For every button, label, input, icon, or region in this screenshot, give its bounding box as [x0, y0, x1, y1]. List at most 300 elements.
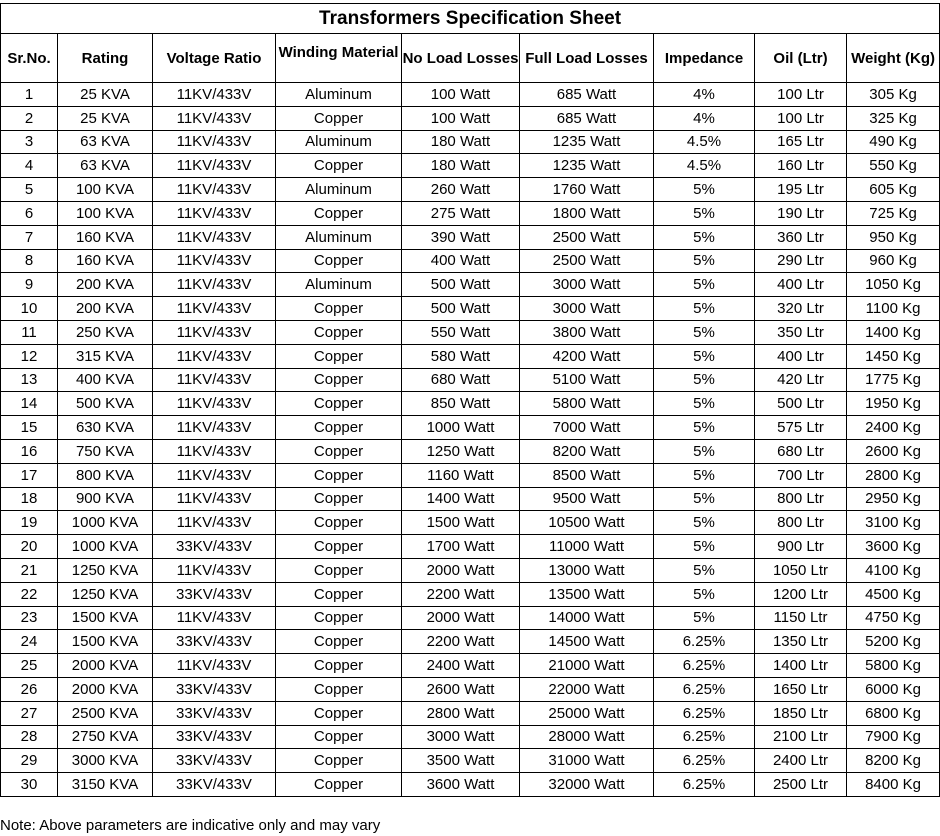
weight-cell: 1050 Kg	[847, 273, 940, 297]
rating-cell: 800 KVA	[58, 463, 153, 487]
voltage-ratio-cell: 11KV/433V	[153, 344, 276, 368]
winding-material-cell: Copper	[276, 368, 402, 392]
winding-material-cell: Copper	[276, 487, 402, 511]
weight-cell: 8400 Kg	[847, 773, 940, 797]
oil-cell: 800 Ltr	[755, 487, 847, 511]
no-load-losses-cell: 100 Watt	[402, 83, 520, 107]
winding-material-cell: Copper	[276, 725, 402, 749]
full-load-losses-cell: 8200 Watt	[520, 439, 654, 463]
column-header-full-load-losses: Full Load Losses	[520, 34, 654, 83]
weight-cell: 490 Kg	[847, 130, 940, 154]
table-row	[1, 749, 940, 773]
no-load-losses-cell: 1500 Watt	[402, 511, 520, 535]
sr-no-cell: 14	[1, 392, 58, 416]
impedance-cell: 5%	[654, 225, 755, 249]
impedance-cell: 5%	[654, 487, 755, 511]
no-load-losses-cell: 2000 Watt	[402, 558, 520, 582]
impedance-cell: 4.5%	[654, 130, 755, 154]
no-load-losses-cell: 3600 Watt	[402, 773, 520, 797]
weight-cell: 3600 Kg	[847, 535, 940, 559]
sr-no-cell: 19	[1, 511, 58, 535]
impedance-cell: 5%	[654, 368, 755, 392]
voltage-ratio-cell: 11KV/433V	[153, 558, 276, 582]
weight-cell: 6800 Kg	[847, 701, 940, 725]
full-load-losses-cell: 2500 Watt	[520, 249, 654, 273]
table-row	[1, 677, 940, 701]
no-load-losses-cell: 390 Watt	[402, 225, 520, 249]
no-load-losses-cell: 180 Watt	[402, 154, 520, 178]
winding-material-cell: Copper	[276, 106, 402, 130]
rating-cell: 2750 KVA	[58, 725, 153, 749]
sr-no-cell: 27	[1, 701, 58, 725]
impedance-cell: 6.25%	[654, 773, 755, 797]
full-load-losses-cell: 13000 Watt	[520, 558, 654, 582]
full-load-losses-cell: 13500 Watt	[520, 582, 654, 606]
voltage-ratio-cell: 11KV/433V	[153, 416, 276, 440]
impedance-cell: 5%	[654, 178, 755, 202]
winding-material-cell: Copper	[276, 535, 402, 559]
full-load-losses-cell: 22000 Watt	[520, 677, 654, 701]
weight-cell: 8200 Kg	[847, 749, 940, 773]
weight-cell: 1450 Kg	[847, 344, 940, 368]
impedance-cell: 6.25%	[654, 677, 755, 701]
winding-material-cell: Copper	[276, 344, 402, 368]
table-row	[1, 130, 940, 154]
table-row	[1, 392, 940, 416]
sr-no-cell: 23	[1, 606, 58, 630]
weight-cell: 5800 Kg	[847, 654, 940, 678]
full-load-losses-cell: 685 Watt	[520, 83, 654, 107]
impedance-cell: 5%	[654, 463, 755, 487]
oil-cell: 100 Ltr	[755, 106, 847, 130]
full-load-losses-cell: 1235 Watt	[520, 154, 654, 178]
winding-material-cell: Aluminum	[276, 225, 402, 249]
weight-cell: 6000 Kg	[847, 677, 940, 701]
voltage-ratio-cell: 33KV/433V	[153, 749, 276, 773]
impedance-cell: 5%	[654, 511, 755, 535]
full-load-losses-cell: 14500 Watt	[520, 630, 654, 654]
sr-no-cell: 1	[1, 83, 58, 107]
impedance-cell: 5%	[654, 297, 755, 321]
winding-material-cell: Copper	[276, 606, 402, 630]
spec-table	[0, 3, 940, 797]
winding-material-cell: Copper	[276, 154, 402, 178]
rating-cell: 1500 KVA	[58, 630, 153, 654]
oil-cell: 2500 Ltr	[755, 773, 847, 797]
no-load-losses-cell: 2200 Watt	[402, 582, 520, 606]
oil-cell: 400 Ltr	[755, 273, 847, 297]
no-load-losses-cell: 3500 Watt	[402, 749, 520, 773]
sr-no-cell: 26	[1, 677, 58, 701]
impedance-cell: 6.25%	[654, 630, 755, 654]
oil-cell: 575 Ltr	[755, 416, 847, 440]
table-row	[1, 773, 940, 797]
rating-cell: 750 KVA	[58, 439, 153, 463]
winding-material-cell: Aluminum	[276, 178, 402, 202]
impedance-cell: 5%	[654, 558, 755, 582]
rating-cell: 100 KVA	[58, 201, 153, 225]
oil-cell: 1200 Ltr	[755, 582, 847, 606]
sr-no-cell: 3	[1, 130, 58, 154]
rating-cell: 500 KVA	[58, 392, 153, 416]
no-load-losses-cell: 2000 Watt	[402, 606, 520, 630]
table-row	[1, 249, 940, 273]
impedance-cell: 4%	[654, 106, 755, 130]
oil-cell: 100 Ltr	[755, 83, 847, 107]
sr-no-cell: 13	[1, 368, 58, 392]
table-row	[1, 106, 940, 130]
weight-cell: 4750 Kg	[847, 606, 940, 630]
impedance-cell: 5%	[654, 439, 755, 463]
weight-cell: 605 Kg	[847, 178, 940, 202]
no-load-losses-cell: 275 Watt	[402, 201, 520, 225]
rating-cell: 630 KVA	[58, 416, 153, 440]
weight-cell: 2800 Kg	[847, 463, 940, 487]
no-load-losses-cell: 1250 Watt	[402, 439, 520, 463]
impedance-cell: 5%	[654, 582, 755, 606]
rating-cell: 2500 KVA	[58, 701, 153, 725]
sr-no-cell: 15	[1, 416, 58, 440]
weight-cell: 4500 Kg	[847, 582, 940, 606]
full-load-losses-cell: 5800 Watt	[520, 392, 654, 416]
sr-no-cell: 20	[1, 535, 58, 559]
winding-material-cell: Aluminum	[276, 273, 402, 297]
winding-material-cell: Copper	[276, 773, 402, 797]
table-row	[1, 535, 940, 559]
table-row	[1, 558, 940, 582]
sr-no-cell: 18	[1, 487, 58, 511]
winding-material-cell: Copper	[276, 249, 402, 273]
rating-cell: 100 KVA	[58, 178, 153, 202]
table-row	[1, 416, 940, 440]
full-load-losses-cell: 4200 Watt	[520, 344, 654, 368]
impedance-cell: 5%	[654, 249, 755, 273]
no-load-losses-cell: 850 Watt	[402, 392, 520, 416]
oil-cell: 2400 Ltr	[755, 749, 847, 773]
weight-cell: 7900 Kg	[847, 725, 940, 749]
rating-cell: 1250 KVA	[58, 558, 153, 582]
winding-material-cell: Copper	[276, 630, 402, 654]
sr-no-cell: 17	[1, 463, 58, 487]
weight-cell: 3100 Kg	[847, 511, 940, 535]
full-load-losses-cell: 10500 Watt	[520, 511, 654, 535]
rating-cell: 25 KVA	[58, 83, 153, 107]
sr-no-cell: 25	[1, 654, 58, 678]
no-load-losses-cell: 680 Watt	[402, 368, 520, 392]
column-header-winding-material: Winding Material	[276, 34, 402, 83]
voltage-ratio-cell: 11KV/433V	[153, 106, 276, 130]
sr-no-cell: 29	[1, 749, 58, 773]
voltage-ratio-cell: 11KV/433V	[153, 487, 276, 511]
impedance-cell: 6.25%	[654, 701, 755, 725]
rating-cell: 1000 KVA	[58, 511, 153, 535]
oil-cell: 195 Ltr	[755, 178, 847, 202]
table-row	[1, 225, 940, 249]
winding-material-cell: Copper	[276, 582, 402, 606]
table-row	[1, 582, 940, 606]
winding-material-cell: Copper	[276, 558, 402, 582]
sr-no-cell: 6	[1, 201, 58, 225]
weight-cell: 5200 Kg	[847, 630, 940, 654]
voltage-ratio-cell: 11KV/433V	[153, 463, 276, 487]
rating-cell: 315 KVA	[58, 344, 153, 368]
weight-cell: 2600 Kg	[847, 439, 940, 463]
impedance-cell: 5%	[654, 273, 755, 297]
table-row	[1, 297, 940, 321]
sr-no-cell: 7	[1, 225, 58, 249]
oil-cell: 1650 Ltr	[755, 677, 847, 701]
table-row	[1, 606, 940, 630]
no-load-losses-cell: 100 Watt	[402, 106, 520, 130]
sr-no-cell: 9	[1, 273, 58, 297]
sr-no-cell: 30	[1, 773, 58, 797]
voltage-ratio-cell: 11KV/433V	[153, 297, 276, 321]
full-load-losses-cell: 3000 Watt	[520, 297, 654, 321]
full-load-losses-cell: 25000 Watt	[520, 701, 654, 725]
winding-material-cell: Copper	[276, 749, 402, 773]
no-load-losses-cell: 2400 Watt	[402, 654, 520, 678]
voltage-ratio-cell: 11KV/433V	[153, 201, 276, 225]
table-row	[1, 273, 940, 297]
table-row	[1, 701, 940, 725]
page-title: Transformers Specification Sheet	[1, 4, 940, 34]
impedance-cell: 5%	[654, 320, 755, 344]
rating-cell: 160 KVA	[58, 249, 153, 273]
weight-cell: 325 Kg	[847, 106, 940, 130]
sr-no-cell: 2	[1, 106, 58, 130]
voltage-ratio-cell: 11KV/433V	[153, 439, 276, 463]
oil-cell: 350 Ltr	[755, 320, 847, 344]
winding-material-cell: Copper	[276, 439, 402, 463]
voltage-ratio-cell: 33KV/433V	[153, 630, 276, 654]
no-load-losses-cell: 2600 Watt	[402, 677, 520, 701]
table-row	[1, 654, 940, 678]
weight-cell: 1775 Kg	[847, 368, 940, 392]
voltage-ratio-cell: 11KV/433V	[153, 178, 276, 202]
rating-cell: 63 KVA	[58, 154, 153, 178]
oil-cell: 1400 Ltr	[755, 654, 847, 678]
oil-cell: 420 Ltr	[755, 368, 847, 392]
no-load-losses-cell: 180 Watt	[402, 130, 520, 154]
winding-material-cell: Copper	[276, 416, 402, 440]
rating-cell: 1250 KVA	[58, 582, 153, 606]
sr-no-cell: 28	[1, 725, 58, 749]
rating-cell: 3150 KVA	[58, 773, 153, 797]
full-load-losses-cell: 1800 Watt	[520, 201, 654, 225]
voltage-ratio-cell: 33KV/433V	[153, 535, 276, 559]
rating-cell: 900 KVA	[58, 487, 153, 511]
voltage-ratio-cell: 33KV/433V	[153, 725, 276, 749]
impedance-cell: 4.5%	[654, 154, 755, 178]
oil-cell: 700 Ltr	[755, 463, 847, 487]
oil-cell: 1050 Ltr	[755, 558, 847, 582]
table-row	[1, 511, 940, 535]
impedance-cell: 6.25%	[654, 725, 755, 749]
no-load-losses-cell: 2200 Watt	[402, 630, 520, 654]
voltage-ratio-cell: 11KV/433V	[153, 249, 276, 273]
winding-material-cell: Copper	[276, 701, 402, 725]
full-load-losses-cell: 1760 Watt	[520, 178, 654, 202]
full-load-losses-cell: 5100 Watt	[520, 368, 654, 392]
winding-material-cell: Copper	[276, 201, 402, 225]
full-load-losses-cell: 11000 Watt	[520, 535, 654, 559]
no-load-losses-cell: 1160 Watt	[402, 463, 520, 487]
voltage-ratio-cell: 11KV/433V	[153, 154, 276, 178]
winding-material-cell: Copper	[276, 463, 402, 487]
rating-cell: 250 KVA	[58, 320, 153, 344]
weight-cell: 4100 Kg	[847, 558, 940, 582]
sr-no-cell: 22	[1, 582, 58, 606]
winding-material-cell: Copper	[276, 297, 402, 321]
column-header-no-load-losses: No Load Losses	[402, 34, 520, 83]
sr-no-cell: 11	[1, 320, 58, 344]
sr-no-cell: 21	[1, 558, 58, 582]
sr-no-cell: 5	[1, 178, 58, 202]
full-load-losses-cell: 8500 Watt	[520, 463, 654, 487]
winding-material-cell: Copper	[276, 654, 402, 678]
column-header-sr-no: Sr.No.	[1, 34, 58, 83]
oil-cell: 290 Ltr	[755, 249, 847, 273]
sr-no-cell: 4	[1, 154, 58, 178]
column-header-impedance: Impedance	[654, 34, 755, 83]
no-load-losses-cell: 3000 Watt	[402, 725, 520, 749]
rating-cell: 2000 KVA	[58, 677, 153, 701]
full-load-losses-cell: 7000 Watt	[520, 416, 654, 440]
impedance-cell: 5%	[654, 392, 755, 416]
winding-material-cell: Copper	[276, 392, 402, 416]
full-load-losses-cell: 14000 Watt	[520, 606, 654, 630]
rating-cell: 3000 KVA	[58, 749, 153, 773]
oil-cell: 1850 Ltr	[755, 701, 847, 725]
column-header-rating: Rating	[58, 34, 153, 83]
footnote: Note: Above parameters are indicative only and may vary	[0, 817, 381, 834]
impedance-cell: 6.25%	[654, 749, 755, 773]
no-load-losses-cell: 1400 Watt	[402, 487, 520, 511]
table-row	[1, 320, 940, 344]
sr-no-cell: 12	[1, 344, 58, 368]
voltage-ratio-cell: 33KV/433V	[153, 677, 276, 701]
full-load-losses-cell: 28000 Watt	[520, 725, 654, 749]
winding-material-cell: Copper	[276, 320, 402, 344]
rating-cell: 400 KVA	[58, 368, 153, 392]
rating-cell: 63 KVA	[58, 130, 153, 154]
no-load-losses-cell: 580 Watt	[402, 344, 520, 368]
table-row	[1, 201, 940, 225]
voltage-ratio-cell: 33KV/433V	[153, 773, 276, 797]
table-row	[1, 154, 940, 178]
oil-cell: 500 Ltr	[755, 392, 847, 416]
voltage-ratio-cell: 11KV/433V	[153, 368, 276, 392]
oil-cell: 360 Ltr	[755, 225, 847, 249]
table-row	[1, 368, 940, 392]
no-load-losses-cell: 260 Watt	[402, 178, 520, 202]
full-load-losses-cell: 2500 Watt	[520, 225, 654, 249]
full-load-losses-cell: 3000 Watt	[520, 273, 654, 297]
impedance-cell: 5%	[654, 606, 755, 630]
sr-no-cell: 24	[1, 630, 58, 654]
header-row	[1, 34, 940, 83]
impedance-cell: 5%	[654, 201, 755, 225]
sr-no-cell: 10	[1, 297, 58, 321]
oil-cell: 190 Ltr	[755, 201, 847, 225]
rating-cell: 200 KVA	[58, 297, 153, 321]
table-row	[1, 83, 940, 107]
voltage-ratio-cell: 11KV/433V	[153, 273, 276, 297]
full-load-losses-cell: 3800 Watt	[520, 320, 654, 344]
voltage-ratio-cell: 33KV/433V	[153, 701, 276, 725]
impedance-cell: 4%	[654, 83, 755, 107]
full-load-losses-cell: 32000 Watt	[520, 773, 654, 797]
winding-material-cell: Aluminum	[276, 83, 402, 107]
rating-cell: 25 KVA	[58, 106, 153, 130]
no-load-losses-cell: 1700 Watt	[402, 535, 520, 559]
rating-cell: 160 KVA	[58, 225, 153, 249]
table-body	[1, 83, 940, 797]
weight-cell: 1100 Kg	[847, 297, 940, 321]
voltage-ratio-cell: 11KV/433V	[153, 130, 276, 154]
column-header-oil: Oil (Ltr)	[755, 34, 847, 83]
weight-cell: 305 Kg	[847, 83, 940, 107]
weight-cell: 550 Kg	[847, 154, 940, 178]
oil-cell: 400 Ltr	[755, 344, 847, 368]
voltage-ratio-cell: 11KV/433V	[153, 511, 276, 535]
weight-cell: 725 Kg	[847, 201, 940, 225]
impedance-cell: 5%	[654, 344, 755, 368]
winding-material-cell: Copper	[276, 511, 402, 535]
table-row	[1, 725, 940, 749]
no-load-losses-cell: 550 Watt	[402, 320, 520, 344]
no-load-losses-cell: 500 Watt	[402, 297, 520, 321]
full-load-losses-cell: 9500 Watt	[520, 487, 654, 511]
weight-cell: 2400 Kg	[847, 416, 940, 440]
voltage-ratio-cell: 11KV/433V	[153, 320, 276, 344]
voltage-ratio-cell: 11KV/433V	[153, 654, 276, 678]
no-load-losses-cell: 400 Watt	[402, 249, 520, 273]
voltage-ratio-cell: 11KV/433V	[153, 225, 276, 249]
table-row	[1, 439, 940, 463]
weight-cell: 2950 Kg	[847, 487, 940, 511]
voltage-ratio-cell: 11KV/433V	[153, 392, 276, 416]
oil-cell: 320 Ltr	[755, 297, 847, 321]
impedance-cell: 5%	[654, 535, 755, 559]
column-header-voltage-ratio: Voltage Ratio	[153, 34, 276, 83]
column-header-weight: Weight (Kg)	[847, 34, 940, 83]
weight-cell: 1950 Kg	[847, 392, 940, 416]
table-row	[1, 344, 940, 368]
full-load-losses-cell: 685 Watt	[520, 106, 654, 130]
rating-cell: 1500 KVA	[58, 606, 153, 630]
oil-cell: 1350 Ltr	[755, 630, 847, 654]
weight-cell: 960 Kg	[847, 249, 940, 273]
full-load-losses-cell: 31000 Watt	[520, 749, 654, 773]
voltage-ratio-cell: 11KV/433V	[153, 606, 276, 630]
no-load-losses-cell: 500 Watt	[402, 273, 520, 297]
no-load-losses-cell: 1000 Watt	[402, 416, 520, 440]
table-row	[1, 630, 940, 654]
rating-cell: 1000 KVA	[58, 535, 153, 559]
impedance-cell: 5%	[654, 416, 755, 440]
weight-cell: 950 Kg	[847, 225, 940, 249]
voltage-ratio-cell: 33KV/433V	[153, 582, 276, 606]
oil-cell: 800 Ltr	[755, 511, 847, 535]
no-load-losses-cell: 2800 Watt	[402, 701, 520, 725]
oil-cell: 160 Ltr	[755, 154, 847, 178]
full-load-losses-cell: 21000 Watt	[520, 654, 654, 678]
table-row	[1, 178, 940, 202]
table-row	[1, 487, 940, 511]
oil-cell: 2100 Ltr	[755, 725, 847, 749]
winding-material-cell: Copper	[276, 677, 402, 701]
